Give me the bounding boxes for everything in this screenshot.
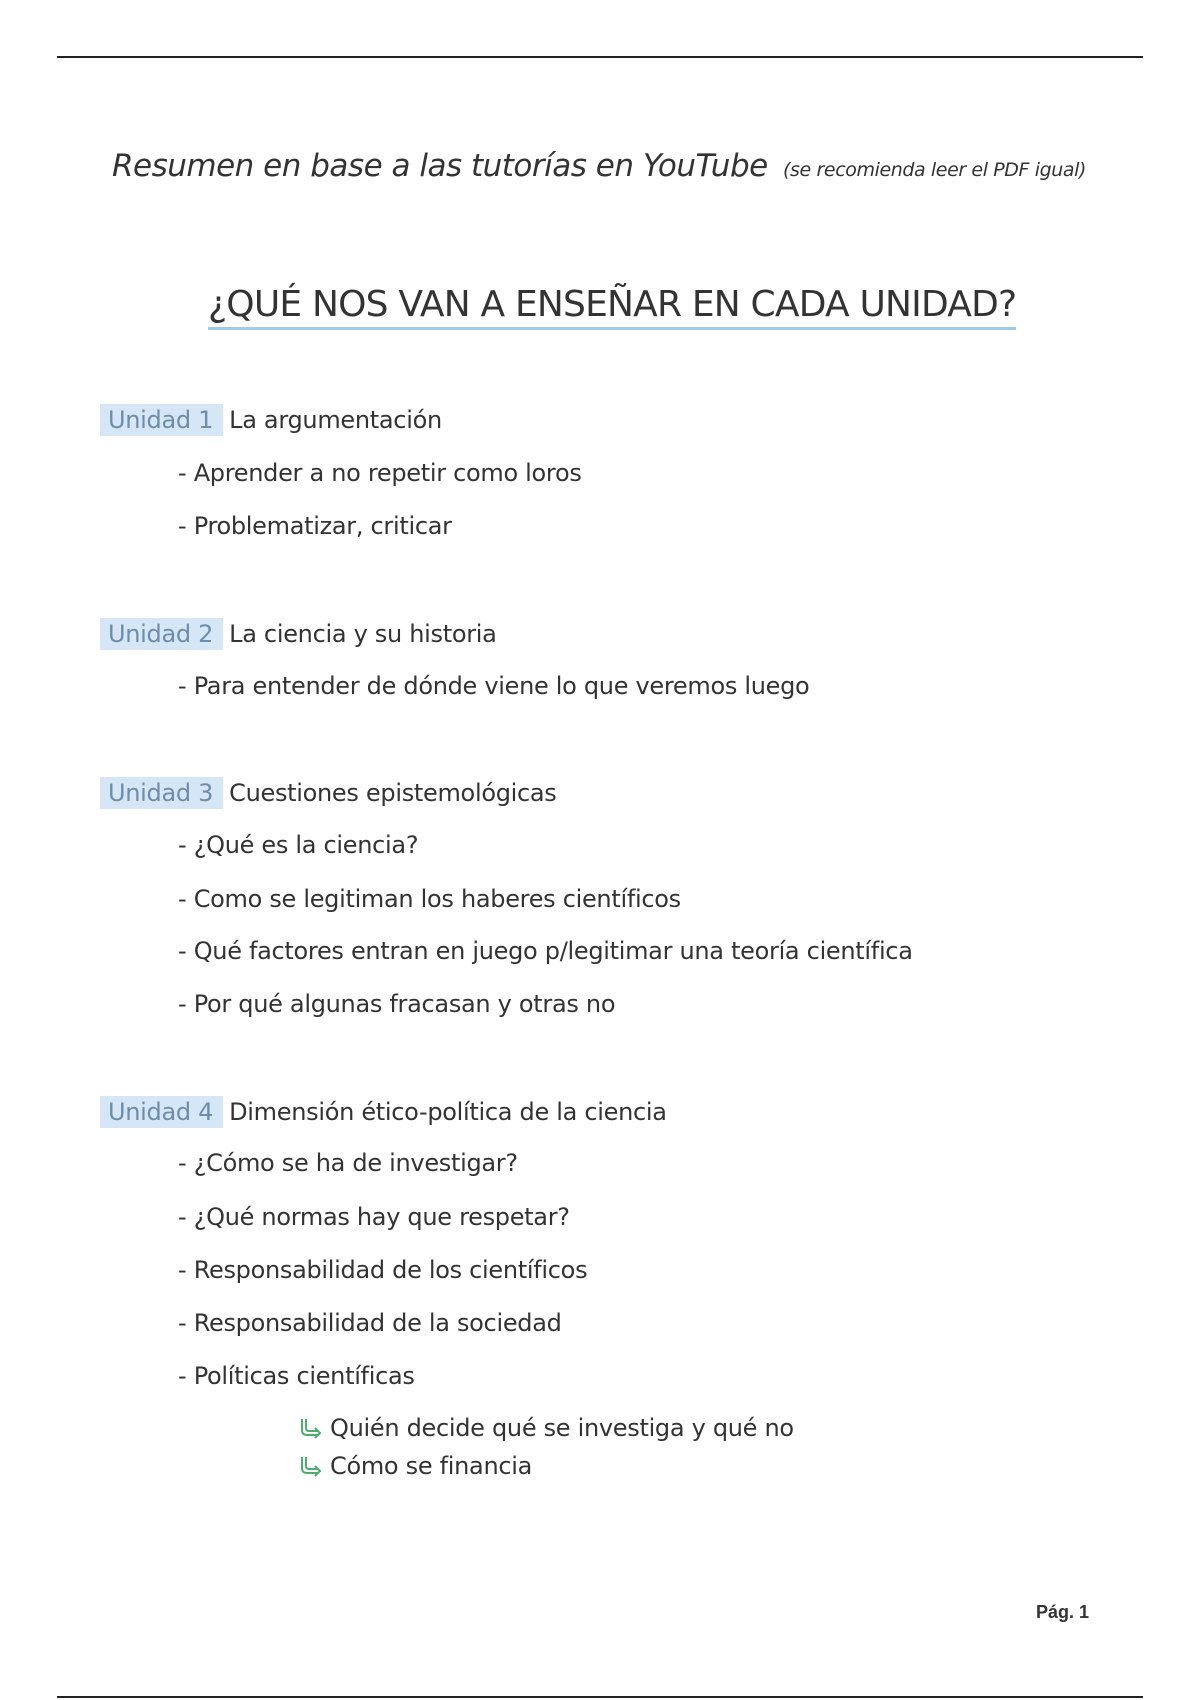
list-item: - Responsabilidad de los científicos bbox=[178, 1256, 588, 1284]
subtitle-text: Resumen en base a las tutorías en YouTube bbox=[112, 148, 768, 184]
list-item: - Problematizar, criticar bbox=[178, 512, 452, 540]
unit-title: Cuestiones epistemológicas bbox=[229, 779, 557, 807]
document-subtitle bbox=[112, 148, 1086, 184]
subtitle-note: (se recomienda leer el PDF igual) bbox=[783, 159, 1087, 181]
unit-title: Dimensión ético-política de la ciencia bbox=[229, 1098, 667, 1126]
list-item: - Qué factores entran en juego p/legitimar una teoría científica bbox=[178, 937, 913, 965]
unit-heading-1 bbox=[100, 404, 442, 436]
curved-arrow-icon bbox=[296, 1416, 322, 1442]
unit-heading-2 bbox=[100, 618, 497, 650]
sub-list-item-text: Quién decide qué se investiga y qué no bbox=[330, 1414, 794, 1442]
list-item: - Para entender de dónde viene lo que veremos luego bbox=[178, 672, 810, 700]
unit-tag: Unidad 3 bbox=[100, 777, 223, 809]
list-item: - Responsabilidad de la sociedad bbox=[178, 1309, 562, 1337]
list-item: - Por qué algunas fracasan y otras no bbox=[178, 990, 616, 1018]
curved-arrow-icon bbox=[296, 1454, 322, 1480]
sub-list-item-text: Cómo se financia bbox=[330, 1452, 533, 1480]
page-title: ¿QUÉ NOS VAN A ENSEÑAR EN CADA UNIDAD? bbox=[208, 284, 1016, 330]
list-item: - Aprender a no repetir como loros bbox=[178, 459, 582, 487]
unit-heading-4 bbox=[100, 1096, 667, 1128]
unit-title: La argumentación bbox=[229, 406, 442, 434]
sub-list-item bbox=[296, 1414, 794, 1442]
unit-tag: Unidad 4 bbox=[100, 1096, 223, 1128]
list-item: - Como se legitiman los haberes científicos bbox=[178, 885, 681, 913]
list-item: - ¿Cómo se ha de investigar? bbox=[178, 1149, 518, 1177]
sub-list-item bbox=[296, 1452, 532, 1480]
unit-heading-3 bbox=[100, 777, 557, 809]
unit-tag: Unidad 1 bbox=[100, 404, 223, 436]
bottom-rule bbox=[57, 1696, 1143, 1698]
top-rule bbox=[57, 56, 1143, 58]
list-item: - ¿Qué normas hay que respetar? bbox=[178, 1203, 570, 1231]
unit-tag: Unidad 2 bbox=[100, 618, 223, 650]
list-item: - Políticas científicas bbox=[178, 1362, 415, 1390]
unit-title: La ciencia y su historia bbox=[229, 620, 497, 648]
list-item: - ¿Qué es la ciencia? bbox=[178, 831, 419, 859]
page-number: Pág. 1 bbox=[1036, 1602, 1090, 1622]
